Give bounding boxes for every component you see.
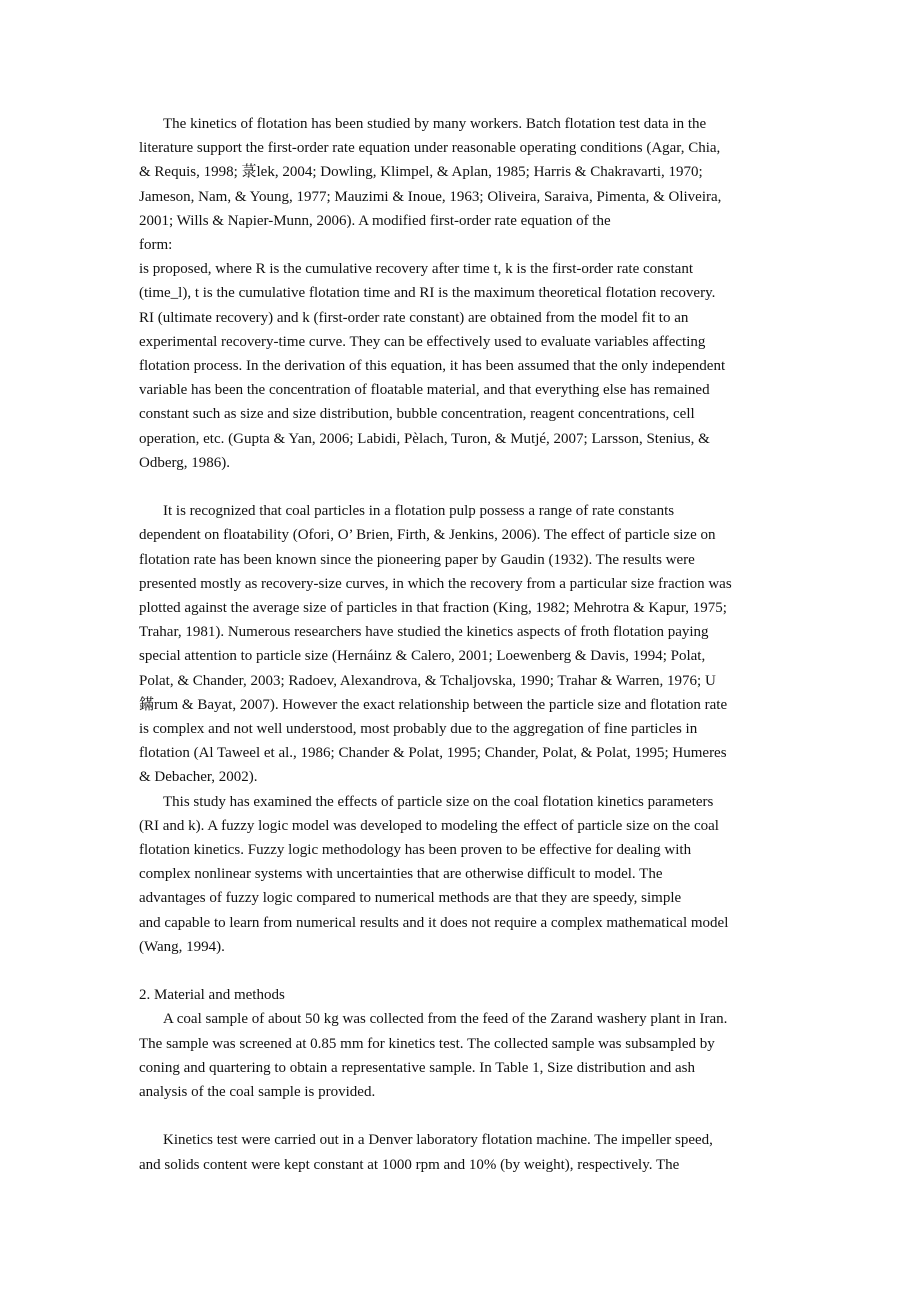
text-line: flotation kinetics. Fuzzy logic methodology has been proven to be effective for dealing with — [139, 842, 692, 859]
section-heading: 2. Material and methods — [139, 987, 285, 1004]
text-line: Odberg, 1986). — [139, 454, 230, 471]
text-line: (Wang, 1994). — [139, 938, 225, 955]
paragraph-coal-sample — [139, 1007, 789, 1104]
text-line: & Debacher, 2002). — [139, 769, 258, 786]
text-line: is complex and not well understood, most probably due to the aggregation of fine particles in — [139, 721, 698, 738]
text-line: (RI and k). A fuzzy logic model was developed to modeling the effect of particle size on the coal — [139, 817, 719, 834]
text-line: and solids content were kept constant at 1000 rpm and 10% (by weight), respectively. The — [139, 1156, 680, 1173]
paragraph-spacer — [139, 1104, 789, 1128]
text-line: It is recognized that coal particles in a flotation pulp possess a range of rate constants — [163, 503, 675, 520]
text-line: & Requis, 1998; 菉lek, 2004; Dowling, Klimpel, & Aplan, 1985; Harris & Chakravarti, 1970; — [139, 164, 703, 181]
text-line: variable has been the concentration of floatable material, and that everything else has remained — [139, 382, 710, 399]
text-line: This study has examined the effects of particle size on the coal flotation kinetics parameters — [163, 793, 714, 810]
text-line: is proposed, where R is the cumulative recovery after time t, k is the first-order rate constant — [139, 261, 693, 278]
text-line: coning and quartering to obtain a representative sample. In Table 1, Size distribution and ash — [139, 1059, 696, 1076]
paragraph-flotation-kinetics — [139, 112, 789, 475]
document-body — [139, 112, 789, 1177]
text-line: presented mostly as recovery-size curves, in which the recovery from a particular size fraction was — [139, 575, 732, 592]
text-line: special attention to particle size (Hernáinz & Calero, 2001; Loewenberg & Davis, 1994; Polat, — [139, 648, 706, 665]
text-line: complex nonlinear systems with uncertainties that are otherwise difficult to model. The — [139, 866, 663, 883]
text-line: The kinetics of flotation has been studied by many workers. Batch flotation test data in the — [163, 116, 707, 132]
text-line: form: — [139, 237, 173, 254]
text-line: flotation process. In the derivation of this equation, it has been assumed that the only independent — [139, 358, 726, 375]
paragraph-study-scope — [139, 790, 789, 959]
text-line: Trahar, 1981). Numerous researchers have studied the kinetics aspects of froth flotation paying — [139, 624, 709, 641]
text-line: RI (ultimate recovery) and k (first-order rate constant) are obtained from the model fit to an — [139, 309, 689, 326]
text-line: advantages of fuzzy logic compared to numerical methods are that they are speedy, simple — [139, 890, 682, 907]
paragraph-spacer — [139, 959, 789, 983]
text-line: flotation rate has been known since the pioneering paper by Gaudin (1932). The results were — [139, 551, 695, 568]
text-line: operation, etc. (Gupta & Yan, 2006; Labidi, Pèlach, Turon, & Mutjé, 2007; Larsson, Stenius, & — [139, 430, 710, 447]
text-line: constant such as size and size distribution, bubble concentration, reagent concentrations, cell — [139, 406, 695, 423]
text-line: plotted against the average size of particles in that fraction (King, 1982; Mehrotra & Kapur, 1975; — [139, 600, 727, 617]
paragraph-spacer — [139, 475, 789, 499]
text-line: 2001; Wills & Napier-Munn, 2006). A modified first-order rate equation of the — [139, 212, 611, 229]
text-line: 鏋rum & Bayat, 2007). However the exact relationship between the particle size and flotation rate — [139, 696, 728, 713]
text-line: literature support the first-order rate equation under reasonable operating conditions (Agar, Chia, — [139, 140, 721, 157]
text-line: Polat, & Chander, 2003; Radoev, Alexandrova, & Tchaljovska, 1990; Trahar & Warren, 1976; U — [139, 672, 716, 689]
paragraph-particle-size — [139, 499, 789, 789]
text-line: flotation (Al Taweel et al., 1986; Chander & Polat, 1995; Chander, Polat, & Polat, 1995; Humeres — [139, 745, 727, 762]
text-line: and capable to learn from numerical results and it does not require a complex mathematical model — [139, 914, 729, 931]
text-line: dependent on floatability (Ofori, O’ Brien, Firth, & Jenkins, 2006). The effect of particle size on — [139, 527, 716, 544]
text-line: Jameson, Nam, & Young, 1977; Mauzimi & Inoue, 1963; Oliveira, Saraiva, Pimenta, & Oliveira, — [139, 188, 722, 205]
paragraph-kinetics-test — [139, 1128, 789, 1176]
text-line: A coal sample of about 50 kg was collected from the feed of the Zarand washery plant in Iran. — [163, 1011, 728, 1028]
text-line: analysis of the coal sample is provided. — [139, 1084, 376, 1101]
text-line: experimental recovery-time curve. They can be effectively used to evaluate variables affecting — [139, 333, 706, 350]
text-line: The sample was screened at 0.85 mm for kinetics test. The collected sample was subsampled by — [139, 1035, 715, 1052]
text-line: Kinetics test were carried out in a Denver laboratory flotation machine. The impeller speed, — [163, 1132, 713, 1149]
text-line: (time_l), t is the cumulative flotation time and RI is the maximum theoretical flotation recovery. — [139, 285, 716, 302]
